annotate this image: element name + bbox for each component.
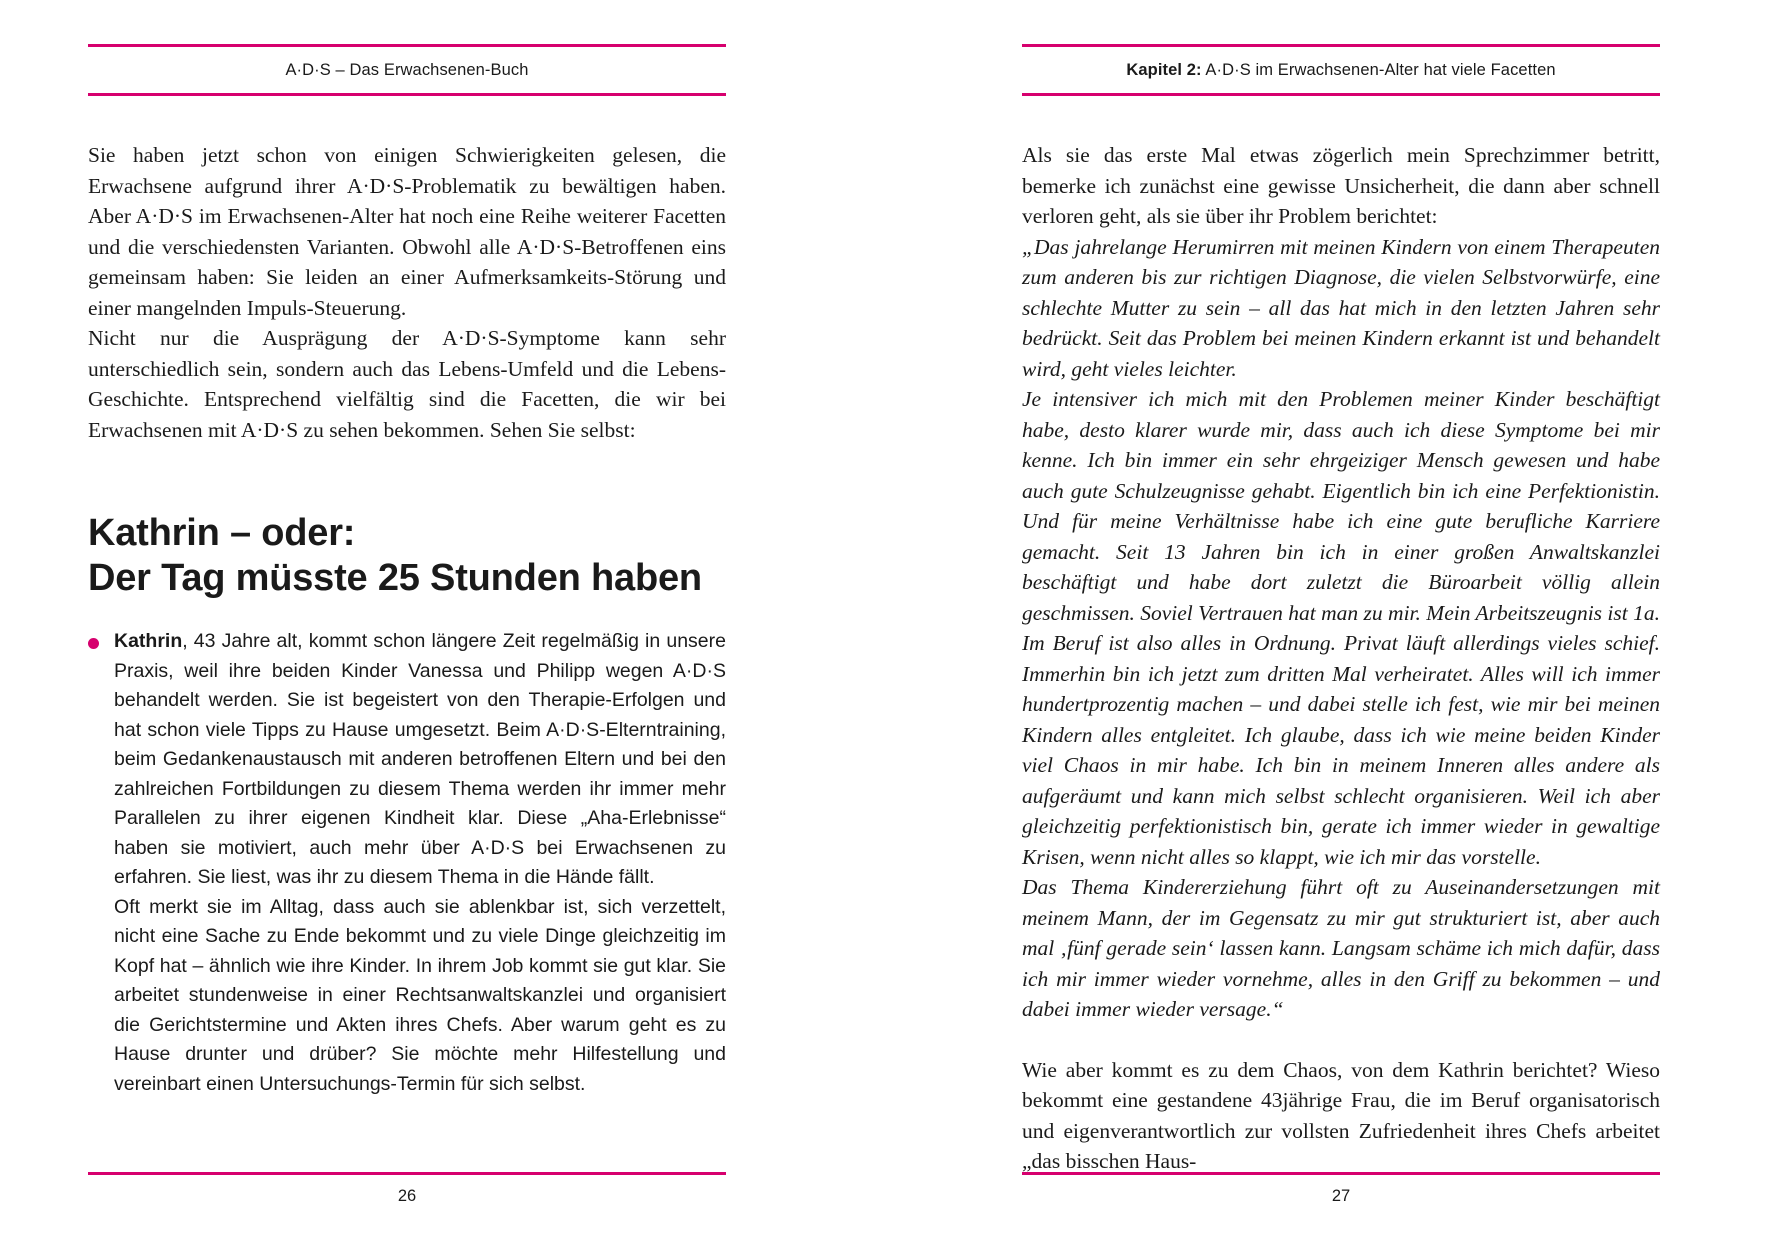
bullet-dot-icon: [88, 638, 99, 649]
case-study-text: , 43 Jahre alt, kommt schon längere Zeit regelmäßig in unsere Praxis, weil ihre beiden Kinder Vanessa und Philipp wegen A·D·S behandelt werden. Sie ist begeistert von den Therapie-Erfolgen und hat schon viele Tipps zu Hause umgesetzt. Beim A·D·S-Elterntraining, beim Gedankenaustausch mit anderen betroffenen Eltern und bei den zahlreichen Fortbildungen zu diesem Thema werden ihr immer mehr Parallelen zu ihrer eigenen Kindheit klar. Diese „Aha-Erlebnisse“ haben sie motiviert, auch mehr über A·D·S bei Erwachsenen zu erfahren. Sie liest, was ihr zu diesem Thema in die Hände fällt.: [114, 630, 726, 888]
page-title: [88, 511, 726, 601]
quote-paragraph: Das Thema Kindererziehung führt oft zu Auseinandersetzungen mit meinem Mann, der im Gegensatz zu mir gut strukturiert ist, aber auch mal ‚fünf gerade sein‘ lassen kann. Langsam schäme ich mich dafür, dass ich mir immer wieder vornehme, alles in den Griff zu bekommen – und dabei immer wieder versage.“: [1022, 875, 1660, 1021]
paragraph: Nicht nur die Ausprägung der A·D·S-Symptome kann sehr unterschiedlich sein, sondern auch das Lebens-Umfeld und die Lebens-Geschichte. Entsprechend vielfältig sind die Facetten, die wir bei Erwachsenen mit A·D·S zu sehen bekommen. Sehen Sie selbst:: [88, 326, 726, 442]
headline-line-2: Der Tag müsste 25 Stunden haben: [88, 557, 702, 599]
case-study-paragraph-1: [114, 627, 726, 893]
paragraph: Sie haben jetzt schon von einigen Schwierigkeiten gelesen, die Erwachsene aufgrund ihrer A·D·S-Problematik zu bewältigen haben. Aber A·D·S im Erwachsenen-Alter hat noch eine Reihe weiterer Facetten und die verschiedensten Varianten. Obwohl alle A·D·S-Betroffenen eins gemeinsam haben: Sie leiden an einer Aufmerksamkeits-Störung und einer mangelnden Impuls-Steuerung.: [88, 143, 726, 320]
chapter-label: Kapitel 2:: [1126, 61, 1202, 79]
paragraph: Als sie das erste Mal etwas zögerlich mein Sprechzimmer betritt, bemerke ich zunächst eine gewisse Unsicherheit, die dann aber schnell verloren geht, als sie über ihr Problem berichtet:: [1022, 143, 1660, 228]
running-head-right: [1022, 47, 1660, 93]
closing-paragraph: Wie aber kommt es zu dem Chaos, von dem Kathrin berichtet? Wieso bekommt eine gestandene 43jährige Frau, die im Beruf organisatorisch und eigenverantwortlich zur vollsten Zufriedenheit ihres Chefs arbeitet „das bisschen Haus-: [1022, 1057, 1660, 1173]
case-study-lead: Kathrin: [114, 630, 183, 652]
header-rule-bottom-right: [1022, 93, 1660, 96]
header-rule-bottom-left: [88, 93, 726, 96]
chapter-title: A·D·S im Erwachsenen-Alter hat viele Facetten: [1201, 61, 1556, 79]
page-number-right: 27: [1331, 1187, 1351, 1205]
page-number-left: 26: [397, 1187, 417, 1205]
page-right: [886, 0, 1772, 1258]
quote-paragraph: Je intensiver ich mich mit den Problemen meiner Kinder beschäftigt habe, desto klarer wurde mir, dass auch ich diese Symptome bei mir kenne. Ich bin immer ein sehr ehrgeiziger Mensch gewesen und habe auch gute Schulzeugnisse gehabt. Eigentlich bin ich eine Perfektionistin. Und für meine Verhältnisse habe ich eine gute berufliche Karriere gemacht. Seit 13 Jahren bin ich in einer großen Anwaltskanzlei beschäftigt und habe dort zuletzt die Büroarbeit völlig allein geschmissen. Soviel Vertrauen hat man zu mir. Mein Arbeitszeugnis ist 1a.: [1022, 387, 1660, 625]
quote-paragraph: „Das jahrelange Herumirren mit meinen Kindern von einem Therapeuten zum anderen bis zur richtigen Diagnose, die vielen Selbstvorwürfe, eine schlechte Mutter zu sein – all das hat mich in den letzten Jahren sehr bedrückt. Seit das Problem bei meinen Kindern erkannt ist und behandelt wird, geht vieles leichter.: [1022, 234, 1660, 381]
body-column-right: [1022, 140, 1660, 1177]
case-study-block: [88, 627, 726, 1099]
footer-right: [886, 1172, 1772, 1206]
case-study-paragraph-2: Oft merkt sie im Alltag, dass auch sie ablenkbar ist, sich verzettelt, nicht eine Sache zu Ende bekommt und zu viele Dinge gleichzeitig im Kopf hat – ähnlich wie ihre Kinder. In ihrem Job kommt sie gut klar. Sie arbeitet stundenweise in einer Rechtsanwaltskanzlei und organisiert die Gerichtstermine und Akten ihres Chefs. Aber warum geht es zu Hause drunter und drüber? Sie möchte mehr Hilfestellung und vereinbart einen Untersuchungs-Termin für sich selbst.: [114, 895, 726, 1095]
headline-line-1: Kathrin – oder:: [88, 512, 356, 554]
running-head-left: A·D·S – Das Erwachsenen-Buch: [285, 61, 529, 79]
quote-paragraph: Im Beruf ist also alles in Ordnung. Privat läuft allerdings vieles schief. Immerhin bin ich jetzt zum dritten Mal verheiratet. Alles will ich immer hundertprozentig machen – und dabei stelle ich fest, wie mir bei meinen Kindern alles entgleitet. Ich glaube, dass ich wie meine beiden Kinder viel Chaos in mir habe. Ich bin in meinem Inneren alles andere als aufgeräumt und kann mich selbst schlecht organisieren. Weil ich aber gleichzeitig perfektionistisch bin, gerate ich immer wieder in gewaltige Krisen, wenn nicht alles so klappt, wie ich mir das vorstelle.: [1022, 631, 1660, 869]
footer-left: [0, 1172, 886, 1206]
body-column-left: [88, 140, 726, 1099]
